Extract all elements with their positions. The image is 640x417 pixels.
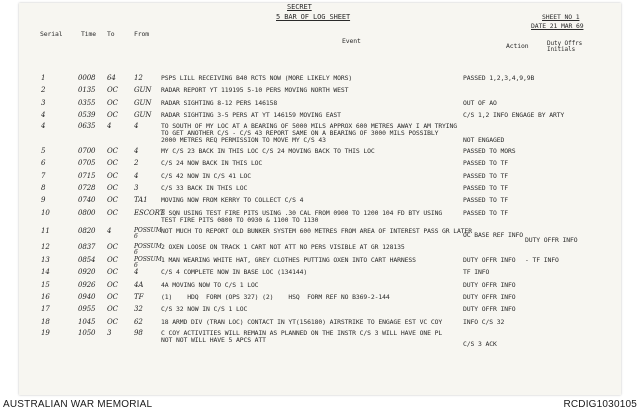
from-cell: 32: [134, 305, 143, 313]
event-cell: C COY ACTIVITIES WILL REMAIN AS PLANNED ON THE INSTR C/S 3 WILL HAVE ONE PL NOT NOT WILL HAVE 5 APCS ATT: [161, 329, 443, 344]
from-cell: 3: [134, 184, 139, 192]
sheet-number: SHEET NO 1: [542, 13, 580, 21]
time-cell: 0955: [78, 305, 96, 313]
to-cell: OC: [107, 111, 118, 119]
serial-cell: 6: [41, 159, 46, 167]
event-cell: C/S 32 NOW IN C/S 1 LOC: [161, 305, 248, 313]
serial-cell: 17: [41, 305, 50, 313]
event-cell: RADAR SIGHTING 8-12 PERS 146158: [161, 99, 278, 107]
column-header-to: To: [107, 30, 115, 38]
classification-heading: SECRET: [287, 3, 312, 11]
event-cell: RADAR REPORT YT 119195 5-10 PERS MOVING NORTH WEST: [161, 86, 349, 94]
from-cell: GUN: [134, 111, 152, 119]
time-cell: 0940: [78, 293, 96, 301]
from-cell: POSSUM 6: [134, 256, 162, 269]
serial-cell: 9: [41, 196, 46, 204]
from-cell: POSSUM 6: [134, 243, 162, 256]
event-cell: C/S 33 BACK IN THIS LOC: [161, 184, 248, 192]
serial-cell: 14: [41, 268, 50, 276]
from-cell: 2: [134, 159, 139, 167]
footer-right-caption: RCDIG1030105: [563, 399, 637, 410]
time-cell: 0700: [78, 147, 96, 155]
serial-cell: 13: [41, 256, 50, 264]
from-cell: GUN: [134, 99, 152, 107]
event-cell: B SQN USING TEST FIRE PITS USING .30 CAL FROM 0900 TO 1200 104 FD BTY USING TEST FIRE PITS 0800 TO 0930 & 1100 TO 1130: [161, 209, 443, 224]
action-cell: PASSED TO TF: [463, 209, 508, 217]
event-cell: 18 ARMD DIV (TRAN LOC) CONTACT IN YT(156180) AIRSTRIKE TO ENGAGE EST VC COY: [161, 318, 443, 326]
serial-cell: 11: [41, 227, 50, 235]
column-header-from: From: [134, 30, 149, 38]
serial-cell: 7: [41, 172, 46, 180]
action-cell: PASSED TO MORS: [463, 147, 516, 155]
to-cell: OC: [107, 209, 118, 217]
from-cell: 4A: [134, 281, 144, 289]
action-cell: PASSED 1,2,3,4,9,9B: [463, 74, 535, 82]
event-cell: NOT MUCH TO REPORT OLD BUNKER SYSTEM 600 METRES FROM AREA OF INTEREST PASS GR LATER: [161, 227, 473, 235]
to-cell: OC: [107, 184, 118, 192]
event-cell: 2 OXEN LOOSE ON TRACK 1 CART NOT ATT NO PERS VISIBLE AT GR 128135: [161, 243, 405, 251]
to-cell: OC: [107, 281, 118, 289]
column-header-serial: Serial: [40, 30, 63, 38]
event-cell: C/S 4 COMPLETE NOW IN BASE LOC (134144): [161, 268, 308, 276]
serial-cell: 8: [41, 184, 46, 192]
action-cell: PASSED TO TF: [463, 196, 508, 204]
serial-cell: 5: [41, 147, 46, 155]
from-cell: 4: [134, 268, 139, 276]
column-header-event: Event: [342, 37, 361, 45]
event-cell: (1) HDQ FORM (OPS 327) (2) HSQ FORM REF NO B369-2-144: [161, 293, 390, 301]
time-cell: 0920: [78, 268, 96, 276]
to-cell: OC: [107, 293, 118, 301]
time-cell: 1045: [78, 318, 96, 326]
duty-initials-cell: DUTY OFFR INFO: [525, 236, 578, 244]
to-cell: OC: [107, 318, 118, 326]
serial-cell: 4: [41, 111, 46, 119]
time-cell: 0854: [78, 256, 96, 264]
serial-cell: 18: [41, 318, 50, 326]
event-cell: RADAR SIGHTING 3-5 PERS AT YT 146159 MOVING EAST: [161, 111, 341, 119]
action-cell: PASSED TO TF: [463, 172, 508, 180]
to-cell: OC: [107, 196, 118, 204]
action-cell: OUT OF AO: [463, 99, 497, 107]
serial-cell: 10: [41, 209, 50, 217]
from-cell: GUN: [134, 86, 152, 94]
time-cell: 0635: [78, 122, 96, 130]
action-cell: OC BASE REF INFO: [463, 231, 523, 239]
column-header-time: Time: [81, 30, 96, 38]
time-cell: 0715: [78, 172, 96, 180]
time-cell: 0008: [78, 74, 96, 82]
footer-left-caption: AUSTRALIAN WAR MEMORIAL: [3, 399, 153, 410]
to-cell: OC: [107, 268, 118, 276]
time-cell: 0926: [78, 281, 96, 289]
time-cell: 0705: [78, 159, 96, 167]
from-cell: 98: [134, 329, 143, 337]
event-cell: C/S 24 NOW BACK IN THIS LOC: [161, 159, 263, 167]
from-cell: 4: [134, 172, 139, 180]
serial-cell: 19: [41, 329, 50, 337]
from-cell: 62: [134, 318, 143, 326]
to-cell: 4: [107, 227, 112, 235]
action-cell: NOT ENGAGED: [463, 136, 505, 144]
time-cell: 0539: [78, 111, 96, 119]
action-cell: DUTY OFFR INFO: [463, 256, 516, 264]
time-cell: 0135: [78, 86, 96, 94]
event-cell: 1 MAN WEARING WHITE HAT, GREY CLOTHES PUTTING OXEN INTO CART HARNESS: [161, 256, 416, 264]
action-cell: DUTY OFFR INFO: [463, 281, 516, 289]
time-cell: 0355: [78, 99, 96, 107]
event-cell: PSPS LILL RECEIVING B40 RCTS NOW (MORE LIKELY MORS): [161, 74, 353, 82]
serial-cell: 4: [41, 122, 46, 130]
to-cell: OC: [107, 305, 118, 313]
document-title: 5 BAR OF LOG SHEET: [276, 13, 351, 21]
time-cell: 0800: [78, 209, 96, 217]
to-cell: OC: [107, 99, 118, 107]
action-cell: C/S 3 ACK: [463, 340, 497, 348]
action-cell: TF INFO: [463, 268, 490, 276]
event-cell: MY C/S 23 BACK IN THIS LOC C/S 24 MOVING BACK TO THIS LOC: [161, 147, 375, 155]
to-cell: OC: [107, 172, 118, 180]
action-cell: C/S 1,2 INFO ENGAGE BY ARTY: [463, 111, 565, 119]
log-sheet-page: [19, 3, 621, 395]
column-header-action: Action: [506, 42, 529, 50]
action-cell: DUTY OFFR INFO: [463, 305, 516, 313]
time-cell: 0820: [78, 227, 96, 235]
time-cell: 0837: [78, 243, 96, 251]
from-cell: 4: [134, 122, 139, 130]
to-cell: OC: [107, 256, 118, 264]
serial-cell: 2: [41, 86, 46, 94]
event-cell: TO SOUTH OF MY LOC AT A BEARING OF 5000 MILS APPROX 600 METRES AWAY I AM TRYING TO GET ANOTHER C/S - C/S 43 REPORT SAME ON A BEARING OF 3000 MILS POSSIBLY 2000 METRES REQ PERMISSION TO MOVE MY C/S 43: [161, 122, 458, 144]
to-cell: OC: [107, 243, 118, 251]
to-cell: OC: [107, 86, 118, 94]
serial-cell: 16: [41, 293, 50, 301]
to-cell: 64: [107, 74, 116, 82]
from-cell: ESCORT: [134, 209, 165, 217]
from-cell: 12: [134, 74, 143, 82]
action-cell: PASSED TO TF: [463, 159, 508, 167]
action-cell: PASSED TO TF: [463, 184, 508, 192]
from-cell: TF: [134, 293, 144, 301]
to-cell: 3: [107, 329, 112, 337]
to-cell: 4: [107, 122, 112, 130]
serial-cell: 1: [41, 74, 46, 82]
from-cell: POSSUM 6: [134, 227, 162, 240]
time-cell: 1050: [78, 329, 96, 337]
event-cell: C/S 42 NOW IN C/S 41 LOC: [161, 172, 251, 180]
column-header-duty-officer: Duty Offrs Initials: [547, 40, 583, 53]
from-cell: 4: [134, 147, 139, 155]
sheet-date: DATE 21 MAR 69: [531, 22, 584, 30]
event-cell: MOVING NOW FROM KERRY TO COLLECT C/S 4: [161, 196, 304, 204]
time-cell: 0728: [78, 184, 96, 192]
action-cell: INFO C/S 32: [463, 318, 505, 326]
from-cell: TA1: [134, 196, 148, 204]
action-cell: DUTY OFFR INFO: [463, 293, 516, 301]
duty-initials-cell: - TF INFO: [525, 256, 559, 264]
time-cell: 0740: [78, 196, 96, 204]
to-cell: OC: [107, 147, 118, 155]
event-cell: 4A MOVING NOW TO C/S 1 LOC: [161, 281, 259, 289]
serial-cell: 15: [41, 281, 50, 289]
serial-cell: 12: [41, 243, 50, 251]
to-cell: OC: [107, 159, 118, 167]
serial-cell: 3: [41, 99, 46, 107]
